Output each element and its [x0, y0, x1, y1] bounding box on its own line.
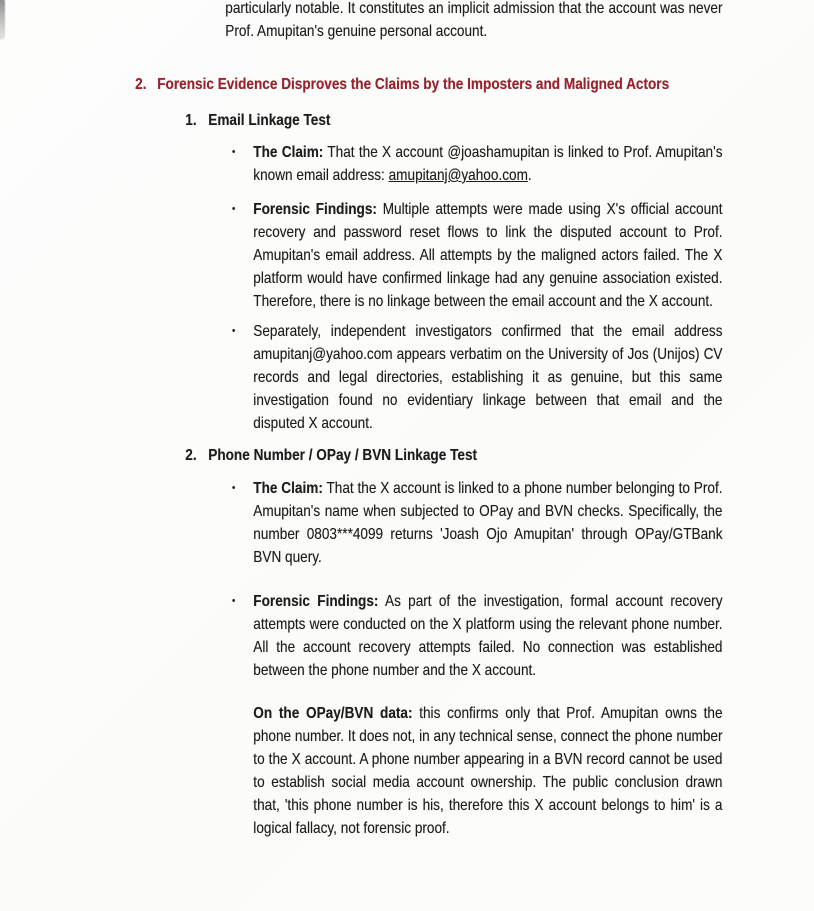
bullet-lead: Forensic Findings: [253, 593, 379, 610]
subsection-heading-email-linkage-test [185, 109, 814, 132]
paragraph-lead: On the OPay/BVN data: [253, 705, 413, 722]
bullet-phone-claim [232, 477, 814, 569]
bullet-lead: Forensic Findings: [253, 201, 377, 218]
intro-paragraph: particularly notable. It constitutes an implicit admission that the account was never Prof. Amupitan's genuine personal account. [225, 0, 723, 40]
bullet-lead: The Claim: [253, 480, 323, 497]
section-title: Forensic Evidence Disproves the Claims by the Imposters and Maligned Actors [157, 76, 670, 93]
bullet-email-forensic-findings [232, 198, 814, 313]
bullet-icon: • [232, 482, 236, 494]
bullet-text-tail: . [527, 167, 532, 184]
paragraph-text: this confirms only that Prof. Amupitan owns the phone number. It does not, in any technical sense, connect the phone number to the X account. A phone number appearing in a BVN record cannot be used to establish social media account ownership. The public conclusion drawn that, 'this phone number is his, therefore this X account belongs to him' is a logical fallacy, not forensic proof. [253, 705, 723, 837]
section-number: 2. [135, 76, 147, 93]
bullet-lead: The Claim: [253, 144, 324, 161]
bullet-text: Separately, independent investigators confirmed that the email address amupitanj@yahoo.com appears verbatim on the University of Jos (Unijos) CV records and legal directories, establishing it as genuine, but this same investigation found no evidentiary linkage between that email and the disputed X account. [253, 323, 723, 432]
section-heading-forensic-evidence [135, 74, 814, 96]
bullet-text: That the X account is linked to a phone number belonging to Prof. Amupitan's name when subjected to OPay and BVN checks. Specifically, the number 0803***4099 returns 'Joash Ojo Amupitan' through OPay/GTBank BVN query. [253, 480, 723, 566]
subsection-number: 1. [185, 112, 197, 129]
bullet-text-block [253, 320, 722, 435]
bullet-text: That the X account @joashamupitan is linked to Prof. Amupitan's known email address: [253, 144, 723, 184]
bullet-phone-forensic-findings [232, 590, 814, 682]
bullet-text-block [253, 141, 722, 187]
bullet-text: As part of the investigation, formal account recovery attempts were conducted on the X platform using the relevant phone number. All the account recovery attempts failed. No connection was established between the phone number and the X account. [253, 593, 723, 679]
bullet-text-block [253, 477, 722, 569]
bullet-email-separately [232, 320, 814, 435]
bullet-text: Multiple attempts were made using X's official account recovery and password reset flows to link the disputed account to Prof. Amupitan's email address. All attempts by the maligned actors failed. The X platform would have confirmed linkage had any genuine association existed. Therefore, there is no linkage between the email account and the X account. [253, 201, 723, 310]
bullet-text-block [253, 198, 722, 313]
bullet-icon: • [232, 595, 236, 607]
bullet-icon: • [232, 203, 236, 215]
subsection-title: Phone Number / OPay / BVN Linkage Test [208, 447, 478, 464]
email-address-underlined: amupitanj@yahoo.com [388, 167, 528, 184]
opay-bvn-data-paragraph [253, 702, 722, 840]
bullet-icon: • [232, 325, 236, 337]
subsection-heading-phone-opay-bvn-linkage-test [185, 444, 814, 467]
bullet-icon: • [232, 146, 236, 158]
subsection-title: Email Linkage Test [208, 112, 331, 129]
bullet-text-block [253, 590, 722, 682]
subsection-number: 2. [185, 447, 197, 464]
bullet-email-claim [232, 141, 814, 187]
